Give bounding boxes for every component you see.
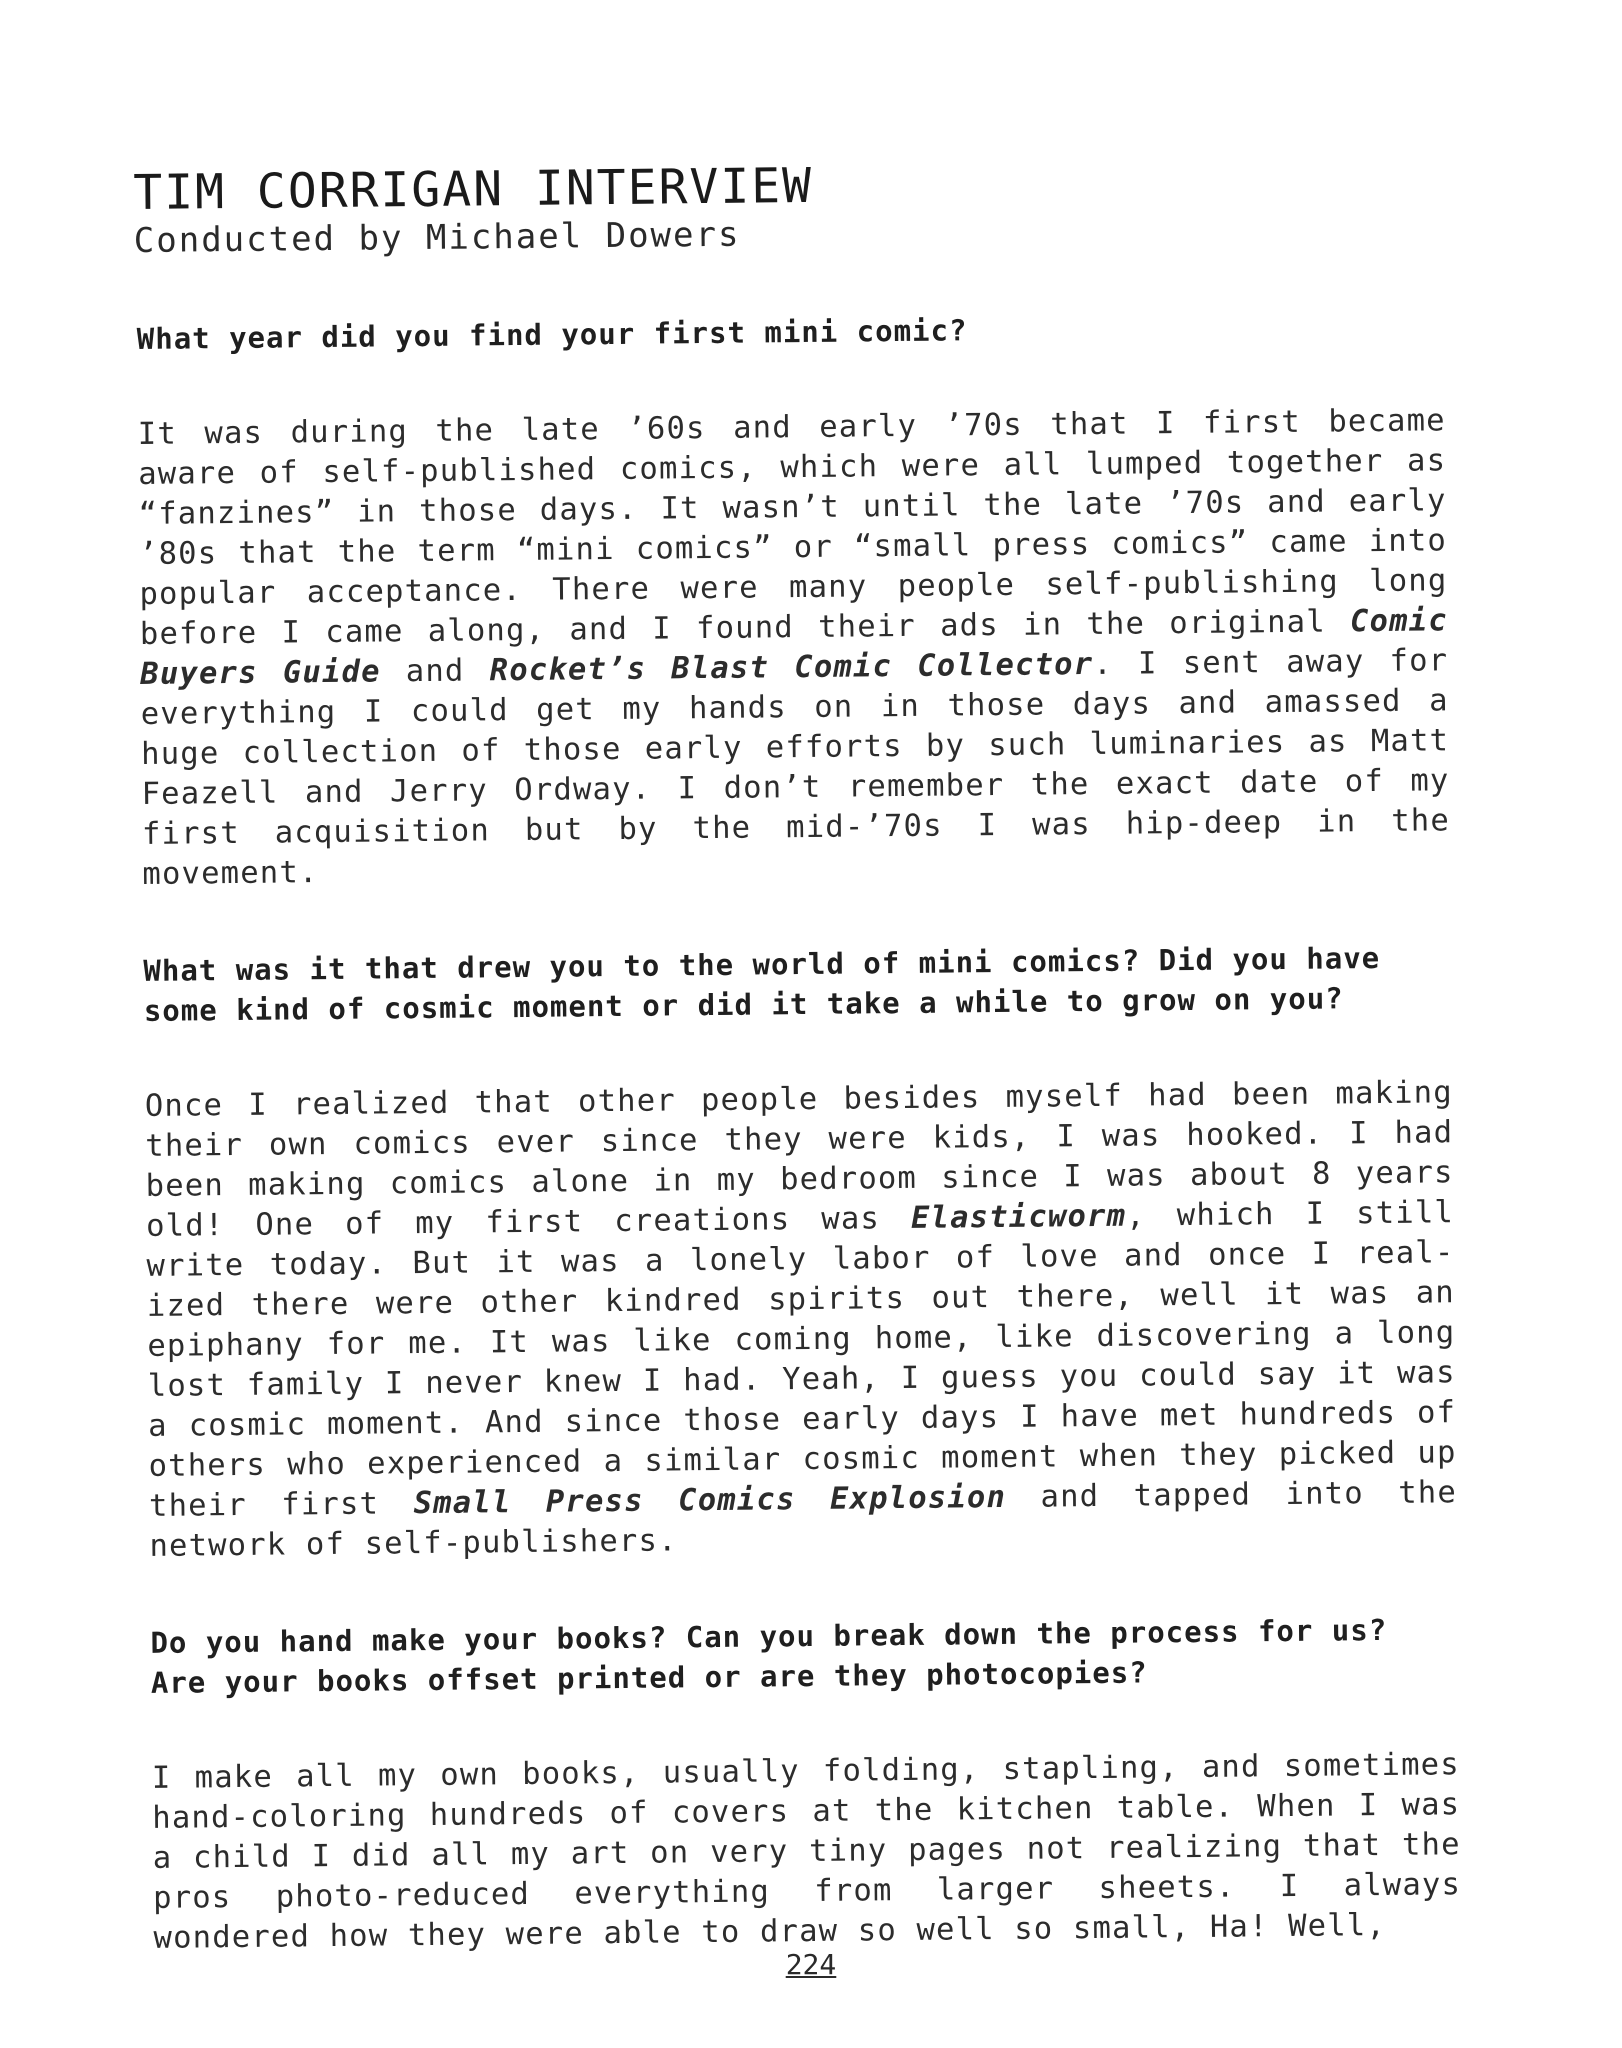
question-3: Do you hand make your books? Can you break down the process for us? Are your books offset printed or are they photocopies? [150,1612,1388,1700]
answer-text: . I sent away for everything I could get my hands on in those days and amassed a huge collection of those early efforts by such luminaries as Matt Feazell and Jerry Ordway. I don’t remember the exact date of my first acquisition but by the mid-’70s I was hip-deep in the movement. [140,643,1451,892]
publication-title: Rocket’s Blast Comic Collector [489,646,1094,689]
answer-text: and [380,653,490,690]
publication-title: Comic Buyers Guide [140,603,1449,692]
answer-text: Once I realized that other people besides myself had been making their own comics ever since they were kids, I was hooked. I had been making comics alone in my bedroom since I was about 8 years old! One of my first creations was [144,1075,1454,1244]
interview-page [133,151,1462,2015]
answer-1 [138,401,1451,895]
byline: Conducted by Michael Dowers [133,214,741,261]
question-1: What year did you find your first mini comic? [136,313,968,356]
answer-text: and tapped into the network of self-publishers. [149,1475,1458,1564]
answer-text: It was during the late ’60s and early ’70s that I first became aware of self-published comics, which were all lumped together as “fanzines” in those days. It wasn’t until the late ’70s and early ’80s that the term “mini comics” or “small press comics” came into popular acceptance. There were many people self-publishing long before I came along, and I found their ads in the original [137,403,1448,652]
answer-2 [145,1073,1458,1567]
publication-title: Small Press Comics Explosion [413,1479,1007,1522]
question-2: What was it that drew you to the world of mini comics? Did you have some kind of cosmic moment or did it take a while to grow on you? [143,940,1381,1028]
answer-3 [152,1745,1462,1959]
page-title: TIM CORRIGAN INTERVIEW [133,157,814,221]
answer-text: , which I still write today. But it was a lonely labor of love and once I real-ized there were other kindred spirits out there, well it was an epiphany for me. It was like coming home, like discovering a long lost family I never knew I had. Yeah, I guess you could say it was a cosmic moment. And since those early days I have met hundreds of others who experienced a similar cosmic moment when they picked up their first [146,1195,1457,1524]
page-number: 224 [785,1948,837,1981]
comic-title: Elasticworm [910,1198,1127,1236]
answer-text: I make all my own books, usually folding, stapling, and sometimes hand-coloring hundreds of covers at the kitchen table. When I was a child I did all my art on very tiny pages not realizing that the pros photo-reduced everything from larger sheets. I always wondered how they were able to draw so well so small, Ha! Well, [151,1747,1462,1956]
